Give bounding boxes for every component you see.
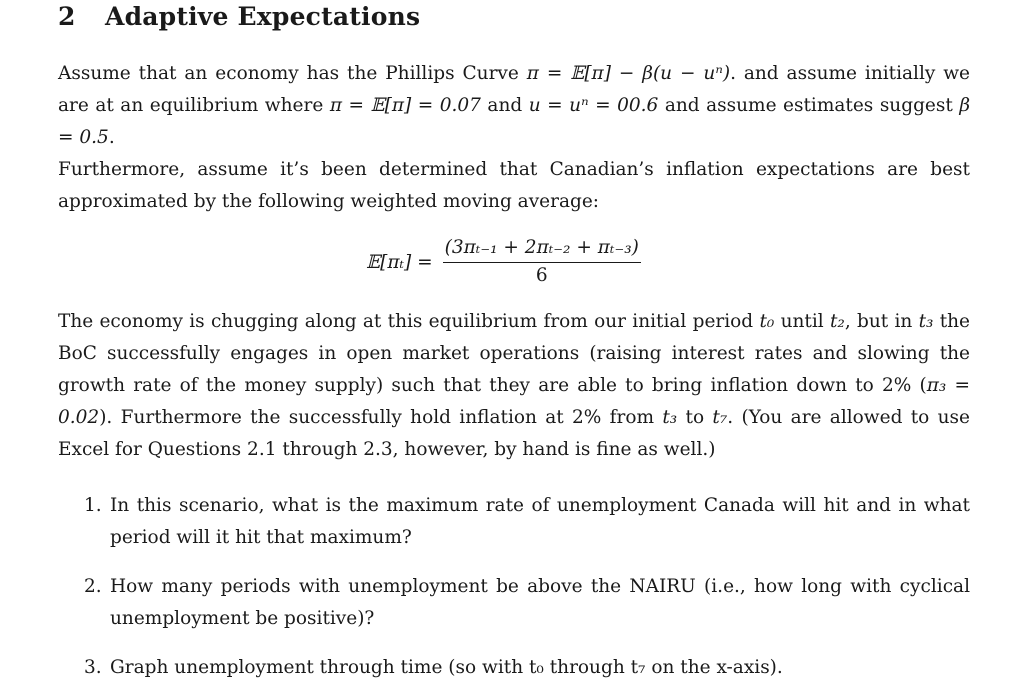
text-run: . (You are allowed to use Excel for Questions 2.1 through 2.3, however, by hand is fine as well.) <box>58 407 970 460</box>
paragraph-expectations: Furthermore, assume it’s been determined that Canadian’s inflation expectations are best approximated by the following weighted moving average: <box>58 159 970 212</box>
section-heading <box>58 2 420 31</box>
question-number: 1. <box>84 495 102 516</box>
inflation-equilibrium-value: π = 𝔼[π] = 0.07 <box>329 95 481 116</box>
period-t2: t₂ <box>829 311 845 332</box>
question-item <box>84 652 970 684</box>
inflation-target-value: π₃ = 0.02 <box>58 375 970 428</box>
period-t3: t₃ <box>918 311 934 332</box>
text-run: ). Furthermore the successfully hold inflation at 2% from <box>99 407 663 428</box>
equation-lhs: 𝔼[πₜ] = <box>366 252 433 273</box>
beta-estimate: β = 0.5 <box>58 95 971 148</box>
question-text: How many periods with unemployment be above the NAIRU (i.e., how long with cyclical unemployment be positive)? <box>110 576 970 629</box>
section-title: Adaptive Expectations <box>105 2 421 31</box>
text-run: . and assume initially we are at an equilibrium where <box>58 63 971 116</box>
unemployment-equilibrium-value: u = uⁿ = 00.6 <box>528 95 659 116</box>
text-run: . <box>108 127 115 148</box>
text-run: The economy is chugging along at this equilibrium from our initial period <box>58 311 760 332</box>
question-item <box>84 571 970 635</box>
question-number: 3. <box>84 657 102 678</box>
period-t0: t₀ <box>759 311 775 332</box>
section-number: 2 <box>58 2 76 31</box>
question-item <box>84 490 970 554</box>
equation-numerator: (3πₜ₋₁ + 2πₜ₋₂ + πₜ₋₃) <box>443 236 641 263</box>
text-run: to <box>677 407 713 428</box>
question-text: Graph unemployment through time (so with t₀ through t₇ on the x-axis). <box>110 657 783 678</box>
paragraph-scenario <box>58 306 970 466</box>
text-run: , but in <box>844 311 919 332</box>
moving-average-equation <box>366 236 641 289</box>
period-t3: t₃ <box>662 407 678 428</box>
question-text: In this scenario, what is the maximum rate of unemployment Canada will hit and in what period will it hit that maximum? <box>110 495 970 548</box>
text-run: and assume estimates suggest <box>658 95 960 116</box>
phillips-curve-equation: π = 𝔼[π] − β(u − uⁿ) <box>526 63 731 84</box>
paragraph-phillips-curve <box>58 58 970 154</box>
text-run: the BoC successfully engages in open market operations (raising interest rates and slowing the growth rate of the money supply) such that they are able to bring inflation down to 2% ( <box>58 311 970 396</box>
text-run: and <box>480 95 529 116</box>
text-run: until <box>774 311 830 332</box>
equation-denominator: 6 <box>535 265 548 286</box>
period-t7: t₇ <box>712 407 728 428</box>
equation-fraction <box>443 236 641 289</box>
question-number: 2. <box>84 576 102 597</box>
text-run: Assume that an economy has the Phillips Curve <box>58 63 527 84</box>
